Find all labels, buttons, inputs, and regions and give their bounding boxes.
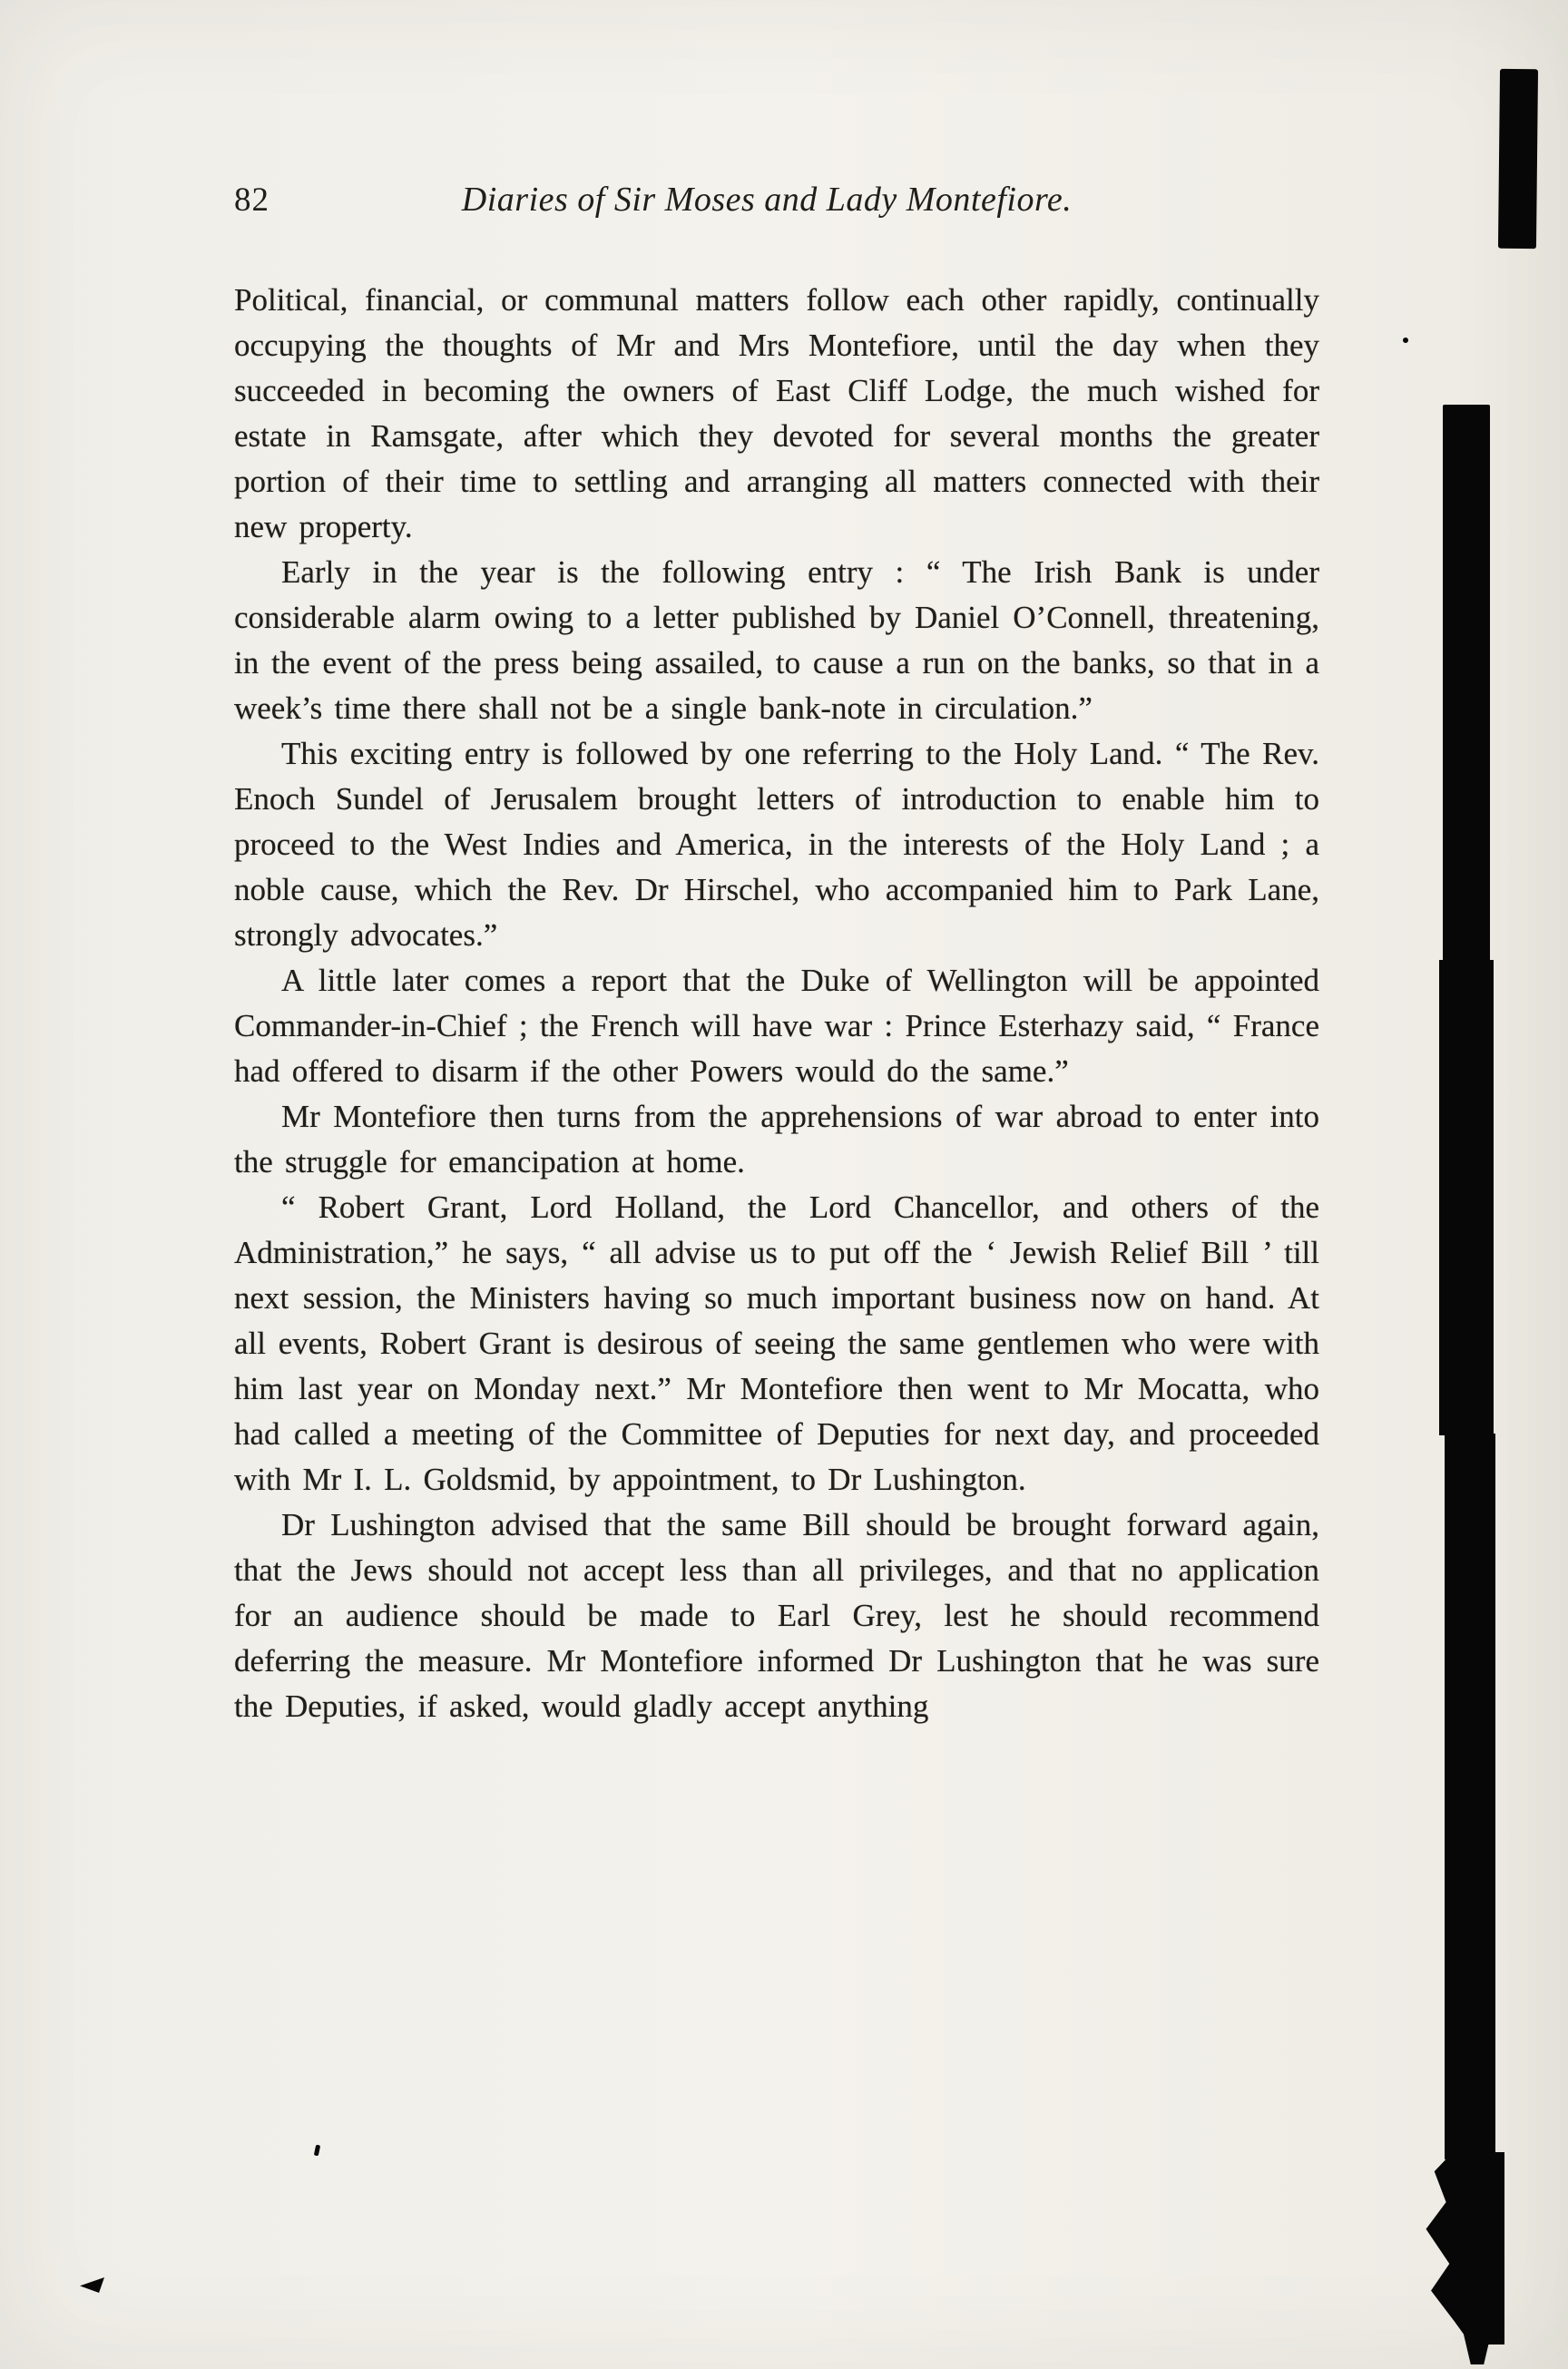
text-block [234, 278, 1319, 1729]
page-header [234, 180, 1328, 220]
paragraph: Dr Lushington advised that the same Bill should be brought forward again, that the Jews should not accept less than all privileges, and that no application for an audience should be made to Earl Grey, lest he should recommend deferring the measure. Mr Montefiore informed Dr Lushington that he was sure the Deputies, if asked, would gladly accept anything [234, 1507, 1319, 1724]
page-number: 82 [234, 181, 270, 219]
scan-artifact-band-tail [1461, 2323, 1494, 2364]
scan-artifact-band-middle [1439, 960, 1494, 1435]
paragraph: Mr Montefiore then turns from the apprehensions of war abroad to enter into the struggle for emancipation at home. [234, 1099, 1319, 1180]
running-title: Diaries of Sir Moses and Lady Montefiore. [461, 181, 1073, 219]
paragraph: “ Robert Grant, Lord Holland, the Lord Chancellor, and others of the Administration,” he says, “ all advise us to put off the ‘ Jewish Relief Bill ’ till next session, the Ministers having so much important business now on hand. At all events, Robert Grant is desirous of seeing the same gentlemen who were with him last year on Monday next.” Mr Montefiore then went to Mr Mocatta, who had called a meeting of the Committee of Deputies for next day, and proceeded with Mr I. L. Goldsmid, by appointment, to Dr Lushington. [234, 1189, 1319, 1497]
paragraph: A little later comes a report that the Duke of Wellington will be appointed Commander-in-Chief ; the French will have war : Prince Esterhazy said, “ France had offered to disarm if the other Powers would do the same.” [234, 963, 1319, 1089]
scan-mark-arrow [80, 2277, 104, 2293]
paragraph: Early in the year is the following entry : “ The Irish Bank is under considerable alarm owing to a letter published by Daniel O’Connell, threatening, in the event of the press being assailed, to cause a run on the banks, so that in a week’s time there shall not be a single bank-note in circulation.” [234, 554, 1319, 726]
scan-artifact-band-top [1498, 69, 1538, 249]
paragraph: This exciting entry is followed by one referring to the Holy Land. “ The Rev. Enoch Sundel of Jerusalem brought letters of introduction to enable him to proceed to the West Indies and America, in the interests of the Holy Land ; a noble cause, which the Rev. Dr Hirschel, who accompanied him to Park Lane, strongly advocates.” [234, 736, 1319, 953]
scan-speck-apostrophe [314, 2145, 320, 2157]
scan-artifact-band-bottom [1421, 2152, 1504, 2345]
paragraph: Political, financial, or communal matters follow each other rapidly, continually occupying the thoughts of Mr and Mrs Montefiore, until the day when they succeeded in becoming the owners of East Cliff Lodge, the much wished for estate in Ramsgate, after which they devoted for several months the greater portion of their time to settling and arranging all matters connected with their new property. [234, 282, 1319, 544]
scan-speck-dot [1403, 338, 1408, 343]
scan-artifact-band-lower [1445, 1434, 1495, 2159]
scan-artifact-band-upper [1443, 405, 1490, 962]
